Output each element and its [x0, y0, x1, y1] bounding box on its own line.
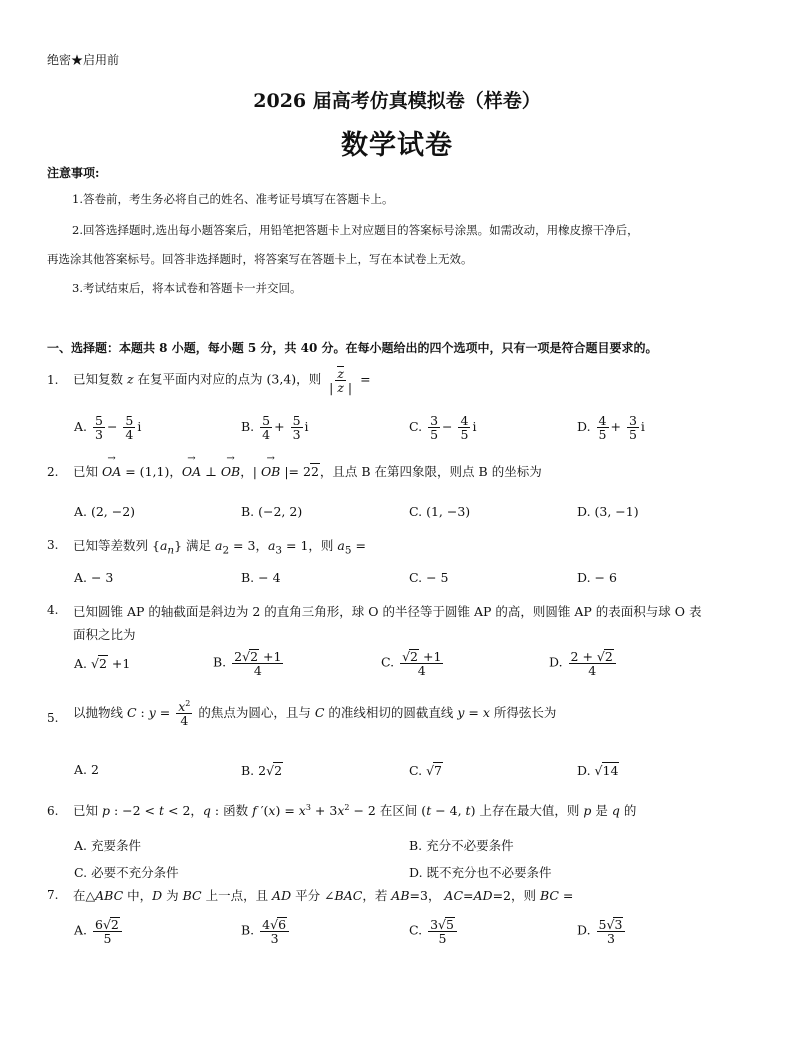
- q6-option-d: D. 既不充分也不必要条件: [409, 865, 552, 880]
- q2-number: 2.: [47, 465, 59, 479]
- notice-item-1: 1.答卷前，考生务必将自己的姓名、准考证号填写在答题卡上。: [72, 192, 394, 206]
- q6-number: 6.: [47, 804, 59, 818]
- q1-option-d: D. $\frac{4}{5}$ + $\frac{3}{5}$ i: [577, 413, 645, 443]
- q6-option-a: A. 充要条件: [74, 838, 141, 853]
- notice-item-2-cont: 再选涂其他答案标号。回答非选择题时，将答案写在答题卡上，写在本试卷上无效。: [47, 252, 473, 266]
- q3-option-a: A. − 3: [74, 570, 114, 585]
- q5-number: 5.: [47, 711, 59, 725]
- q6-option-b: B. 充分不必要条件: [409, 838, 514, 853]
- notice-heading: 注意事项:: [47, 166, 100, 180]
- q4-option-c: C. $\frac{√2 +1}{4}$: [381, 649, 442, 679]
- q3-text: 已知等差数列 $\{a_n\}$ 满足 $a_2 = 3$，$a_3 = 1$，则 $a_5$ =: [73, 538, 366, 557]
- q1-option-c: C. $\frac{3}{5}$ − $\frac{4}{5}$ i: [409, 413, 477, 443]
- q4-option-b: B. $\frac{2√2 +1}{4}$: [213, 649, 282, 679]
- q5-option-a: A. 2: [74, 762, 99, 777]
- q2-option-d: D. (3, −1): [577, 504, 639, 519]
- q2-option-a: A. (2, −2): [74, 504, 136, 519]
- q6-option-c: C. 必要不充分条件: [74, 865, 179, 880]
- notice-item-3: 3.考试结束后，将本试卷和答题卡一并交回。: [72, 281, 302, 295]
- q7-option-c: C. $\frac{3√5}{5}$: [409, 917, 459, 945]
- q7-option-d: D. $\frac{5√3}{3}$: [577, 917, 627, 945]
- q7-option-a: A. $\frac{6√2}{5}$: [74, 917, 124, 945]
- q4-text-line2: 面积之比为: [73, 627, 136, 642]
- q5-option-c: C. √7: [409, 763, 442, 778]
- q1-option-a: A. $\frac{5}{3}$ − $\frac{5}{4}$ i: [74, 413, 142, 443]
- q4-option-a: A. √2 +1: [74, 656, 131, 671]
- q5-option-d: D. √14: [577, 763, 619, 778]
- q4-text-line1: 已知圆锥 AP 的轴截面是斜边为 2 的直角三角形，球 O 的半径等于圆锥 AP 的高，则圆锥 AP 的表面积与球 O 表: [73, 604, 702, 619]
- q1-number: 1.: [47, 373, 59, 387]
- q4-number: 4.: [47, 603, 59, 617]
- q7-option-b: B. $\frac{4√6}{3}$: [241, 917, 291, 945]
- q7-text: 在△ABC 中，D 为 BC 上一点，且 AD 平分 ∠BAC，若 AB=3， AC=AD=2，则 BC =: [73, 888, 574, 903]
- q4-option-d: D. $\frac{2 + √2}{4}$: [549, 649, 618, 677]
- exam-title: 2026 届高考仿真模拟卷（样卷）: [253, 90, 541, 112]
- q1-text: 已知复数 z 在复平面内对应的点为 (3,4)，则 $\frac{z}{| z |}$ =: [73, 366, 371, 396]
- q5-text: 以抛物线 C : y = $\frac{x^2}{4}$ 的焦点为圆心，且与 C 的准线相切的圆截直线 y = x 所得弦长为: [73, 699, 557, 729]
- q2-option-c: C. (1, −3): [409, 504, 471, 519]
- q2-text: 已知 → OA = (1,1)，→ OA ⊥ → OB，| → OB |= 22，且点 B 在第四象限，则点 B 的坐标为: [73, 462, 542, 480]
- q6-text: 已知 p : −2 < t < 2，q : 函数 f $'(x) = x^3 + 3x^2 - 2$ 在区间 (t − 4, t) 上存在最大值，则 p 是 q 的: [73, 802, 637, 818]
- q1-option-b: B. $\frac{5}{4}$ + $\frac{5}{3}$ i: [241, 413, 309, 443]
- q7-number: 7.: [47, 888, 59, 902]
- section-heading: 一、选择题：本题共 8 小题，每小题 5 分，共 40 分。在每小题给出的四个选项中，只有一项是符合题目要求的。: [47, 341, 658, 355]
- q3-option-c: C. − 5: [409, 570, 449, 585]
- q3-option-b: B. − 4: [241, 570, 281, 585]
- notice-item-2: 2.回答选择题时,选出每小题答案后，用铅笔把答题卡上对应题目的答案标号涂黑。如需改动，用橡皮擦干净后，: [72, 223, 639, 237]
- exam-subtitle: 数学试卷: [341, 130, 453, 161]
- q5-option-b: B. 2√2: [241, 763, 283, 778]
- confidential-mark: 绝密★启用前: [47, 53, 120, 67]
- q3-option-d: D. − 6: [577, 570, 617, 585]
- q2-text-tail: ，且点 B 在第四象限，则点 B 的坐标为: [319, 464, 542, 479]
- q3-number: 3.: [47, 538, 59, 552]
- q2-option-b: B. (−2, 2): [241, 504, 303, 519]
